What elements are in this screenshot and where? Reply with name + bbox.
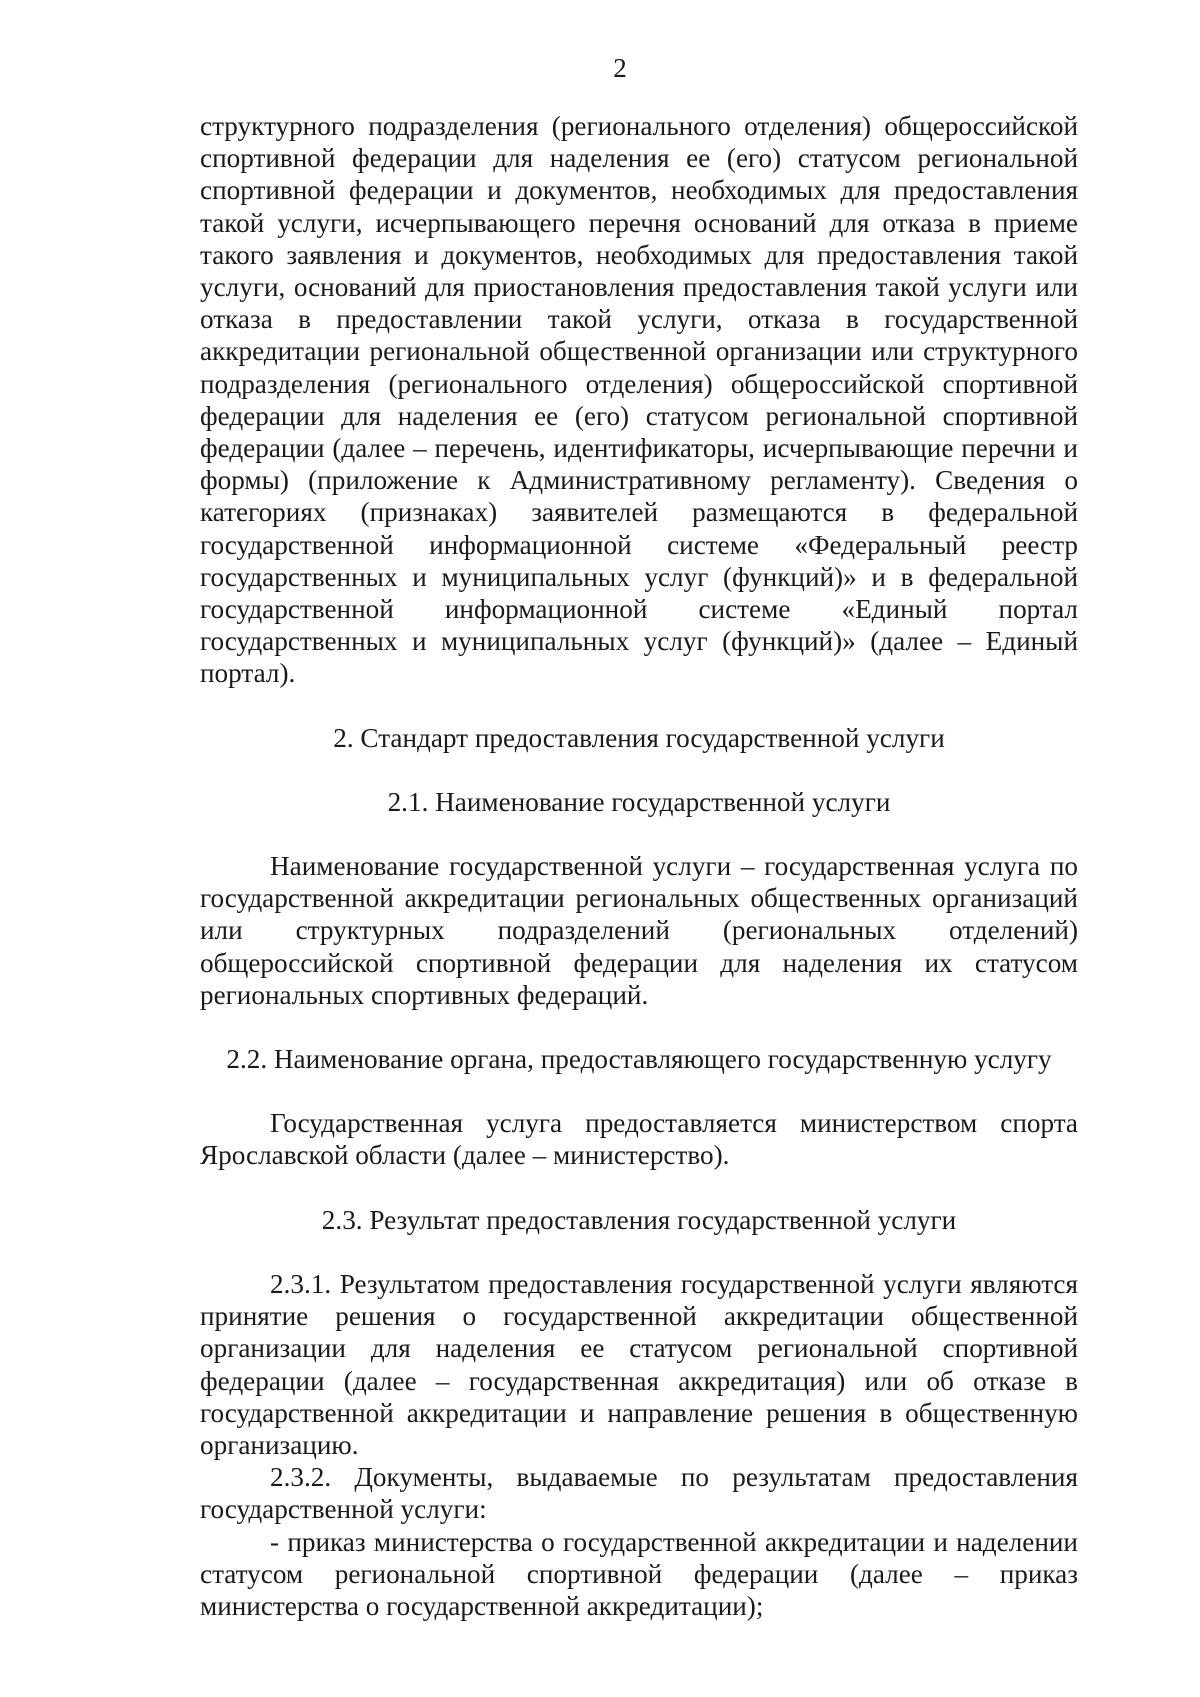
section-2-2-text: Государственная услуга предоставляется министерством спорта Ярославской области (далее – министерство). [200, 1108, 1078, 1171]
document-body [200, 110, 1078, 1622]
section-2-3-1-text: 2.3.1. Результатом предоставления государственной услуги являются принятие решения о государственной аккредитации общественной организации для наделения ее статусом региональной спортивной федерации (далее – государственная аккредитация) или об отказе в государственной аккредитации и направление решения в общественную организацию. [200, 1268, 1078, 1460]
section-2-1-text: Наименование государственной услуги – государственная услуга по государственной аккредитации региональных общественных организаций или структурных подразделений (региональных отделений) общероссийской спортивной федерации для наделения их статусом региональных спортивных федераций. [200, 851, 1078, 1010]
page-number: 2 [613, 53, 627, 83]
section-2-2-heading: 2.2. Наименование органа, предоставляющего государственную услугу [226, 1044, 1052, 1075]
section-2-3-2-text: 2.3.2. Документы, выдаваемые по результатам предоставления государственной услуги: [200, 1462, 1078, 1525]
section-2-3-heading: 2.3. Результат предоставления государственной услуги [321, 1204, 957, 1235]
section-2-heading: 2. Стандарт предоставления государственной услуги [333, 722, 945, 753]
intro-paragraph: структурного подразделения (регионального отделения) общероссийской спортивной федерации для наделения ее (его) статусом региональной спортивной федерации и документов, необходимых для предоставления такой услуги, исчерпывающего перечня оснований для отказа в приеме такого заявления и документов, необходимых для предоставления такой услуги, оснований для приостановления предоставления такой услуги или отказа в предоставлении такой услуги, отказа в государственной аккредитации региональной общественной организации или структурного подразделения (регионального отделения) общероссийской спортивной федерации для наделения ее (его) статусом региональной спортивной федерации (далее – перечень, идентификаторы, исчерпывающие перечни и формы) (приложение к Административному регламенту). Сведения о категориях (признаках) заявителей размещаются в федеральной государственной информационной системе «Федеральный реестр государственных и муниципальных услуг (функций)» и в федеральной государственной информационной системе «Единый портал государственных и муниципальных услуг (функций)» (далее – Единый портал). [200, 111, 1078, 689]
section-2-1-heading: 2.1. Наименование государственной услуги [387, 786, 891, 817]
section-2-3-2-list-item: - приказ министерства о государственной аккредитации и наделении статусом региональной спортивной федерации (далее – приказ министерства о государственной аккредитации); [200, 1526, 1078, 1621]
